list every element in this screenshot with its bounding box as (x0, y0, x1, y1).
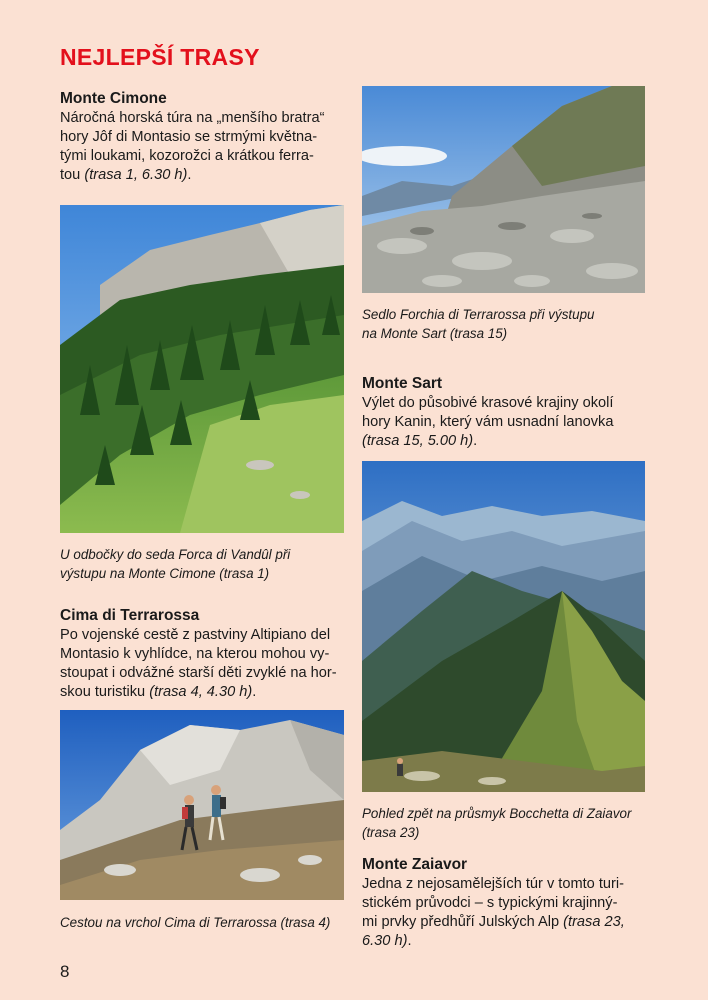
caption-cestou: Cestou na vrchol Cima di Terrarossa (trasa 4) (60, 915, 331, 930)
section-title: Monte Zaiavor (362, 856, 468, 873)
text-line: Po vojenské cestě z pastviny Altipiano del (60, 627, 331, 643)
text-fragment: . (187, 167, 192, 183)
section-title: Monte Cimone (60, 90, 167, 107)
caption-line: na Monte Sart (trasa 15) (362, 326, 508, 341)
photo-bocchetta-di-zaiavor (362, 461, 645, 792)
route-reference: 6.30 h) (362, 933, 408, 949)
photo-forchia-di-terrarossa (362, 86, 645, 293)
route-reference: (trasa 23, (563, 914, 625, 930)
text-line: tými loukami, kozorožci a krátkou ferra- (60, 148, 314, 164)
text-fragment: . (407, 933, 412, 949)
text-line: stickém průvodci – s typickými krajinný- (362, 895, 618, 911)
text-fragment: . (473, 433, 478, 449)
text-line (362, 932, 662, 951)
text-fragment: tou (60, 167, 85, 183)
page-heading: NEJLEPŠÍ TRASY (60, 44, 260, 70)
text-line: Náročná horská túra na „menšího bratra“ (60, 110, 325, 126)
section-text (362, 394, 652, 451)
section-text (60, 626, 355, 702)
caption-line: Sedlo Forchia di Terrarossa při výstupu (362, 307, 595, 322)
section-monte-zaiavor (362, 855, 662, 951)
text-fragment: . (252, 684, 257, 700)
section-monte-sart (362, 374, 652, 451)
route-reference: (trasa 1, 6.30 h) (84, 167, 188, 183)
text-line (60, 166, 350, 185)
text-line: Montasio k vyhlídce, na kterou mohou vy- (60, 646, 330, 662)
section-cima-di-terrarossa (60, 606, 355, 702)
text-line: Výlet do působivé krasové krajiny okolí (362, 395, 614, 411)
text-fragment: skou turistiku (60, 684, 150, 700)
caption-pohled (362, 804, 662, 842)
photo-forca-di-vandul (60, 205, 344, 533)
section-text (362, 875, 662, 951)
text-line: hory Jôf di Montasio se strmými května- (60, 129, 318, 145)
route-reference: (trasa 4, 4.30 h) (149, 684, 253, 700)
caption-forca-di-vandul (60, 545, 350, 583)
caption-line: výstupu na Monte Cimone (trasa 1) (60, 566, 270, 581)
caption-line: U odbočky do seda Forca di Vandûl při (60, 547, 291, 562)
text-fragment: mi prvky předhůří Julských Alp (362, 914, 564, 930)
photo-cima-di-terrarossa-hikers (60, 710, 344, 900)
section-text (60, 109, 350, 185)
text-line: hory Kanin, který vám usnadní lanovka (362, 414, 614, 430)
caption-line: Pohled zpět na průsmyk Bocchetta di Zaiavor (362, 806, 632, 821)
section-monte-cimone (60, 89, 350, 185)
text-line: stoupat i odvážné starší děti zvyklé na hor- (60, 665, 337, 681)
route-reference: (trasa 15, 5.00 h) (362, 433, 474, 449)
text-line (362, 913, 662, 932)
text-line (362, 432, 652, 451)
text-line: Jedna z nejosamělejších túr v tomto turi- (362, 876, 624, 892)
section-title: Monte Sart (362, 375, 443, 392)
text-line (60, 683, 355, 702)
caption-sedlo (362, 305, 652, 343)
page-number: 8 (60, 962, 70, 981)
section-title: Cima di Terrarossa (60, 607, 200, 624)
caption-line: (trasa 23) (362, 825, 420, 840)
